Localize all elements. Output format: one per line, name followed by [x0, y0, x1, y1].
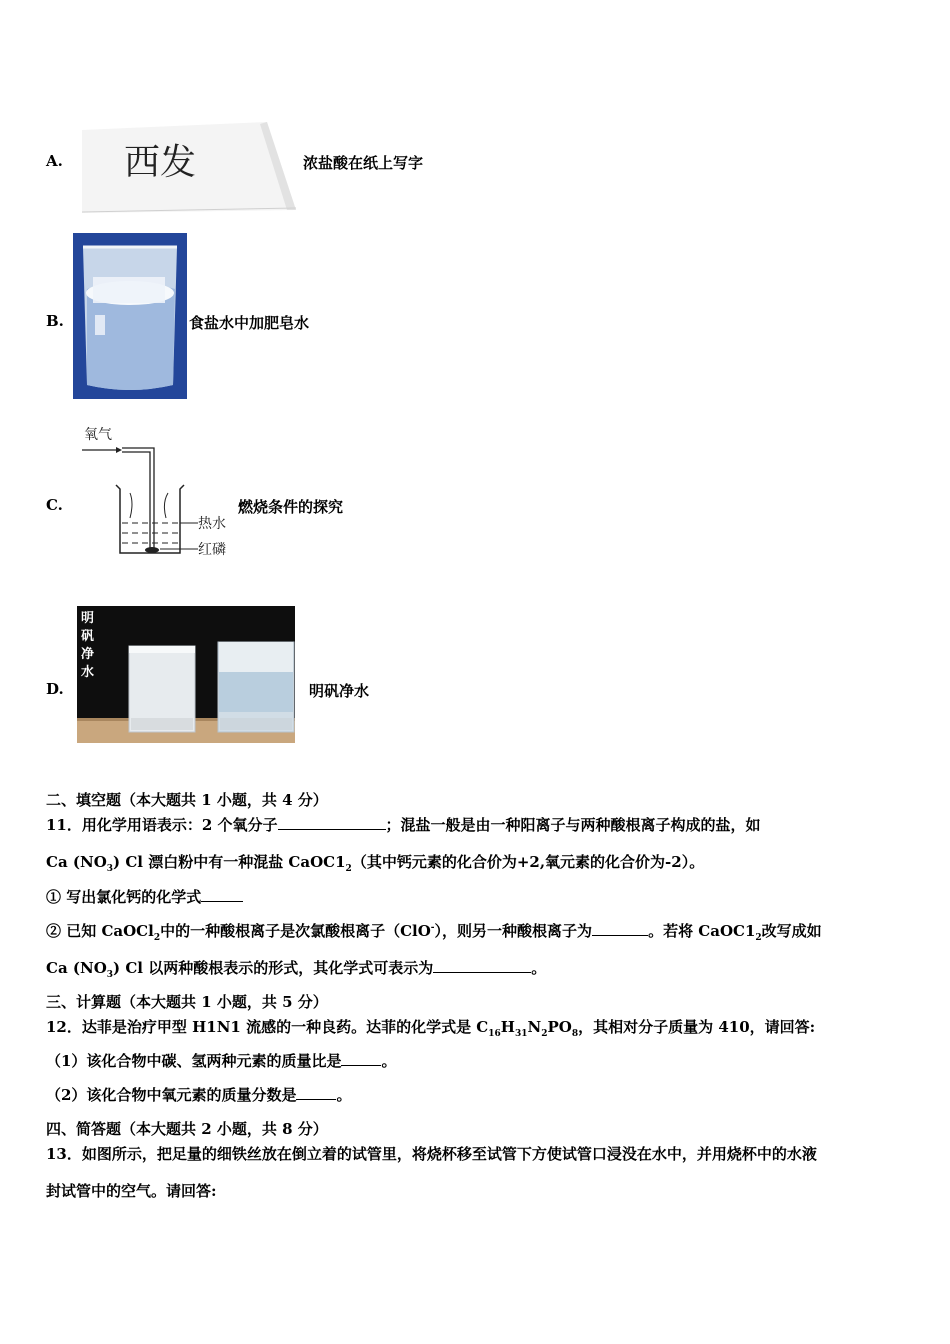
oxygen-label: 氧气: [84, 427, 112, 443]
option-a-letter: A.: [46, 152, 63, 170]
q12-blank-2[interactable]: [296, 1085, 336, 1100]
option-d-text: 明矾净水: [309, 682, 370, 700]
q12-stem: 12．达菲是治疗甲型 H1N1 流感的一种良药。达菲的化学式是 $C_{16}H_{31}N_2PO_8$，其相对分子质量为 410，请回答:: [46, 1018, 816, 1039]
section-2-heading: 二、填空题（本大题共 1 小题，共 4 分）: [46, 791, 328, 809]
option-c-letter: C.: [46, 496, 63, 514]
option-d-letter: D.: [46, 680, 64, 698]
svg-text:矾: 矾: [81, 629, 95, 644]
q11-line-4: ② 已知 CaOCl$_2$中的一种酸根离子是次氯酸根离子（ClO-），则另一种酸根离子为 。若将 $CaOC1_2$改写成如: [46, 922, 822, 943]
q13-line-1: 13．如图所示，把足量的细铁丝放在倒立着的试管里，将烧杯移至试管下方使试管口浸没在水中，并用烧杯中的水液: [46, 1145, 817, 1163]
svg-text:明: 明: [81, 611, 95, 626]
q12-part-1: （1）该化合物中碳、氢两种元素的质量比是 。: [46, 1052, 397, 1070]
q11-line-2: Ca $(NO_3)$ Cl 漂白粉中有一种混盐 $CaOC1_2$（其中钙元素的化合价为+2,氧元素的化合价为-2）。: [46, 853, 705, 874]
svg-text:净: 净: [81, 647, 95, 662]
q13-line-2: 封试管中的空气。请回答:: [46, 1182, 217, 1200]
svg-text:水: 水: [81, 665, 95, 680]
q12-part-2: （2）该化合物中氧元素的质量分数是 。: [46, 1086, 352, 1104]
combustion-diagram: [80, 423, 240, 563]
q11-line-3: ① 写出氯化钙的化学式: [46, 886, 243, 907]
hot-water-label: 热水: [198, 516, 226, 532]
q12-blank-1[interactable]: [341, 1051, 381, 1066]
option-b-letter: B.: [46, 312, 64, 330]
section-3-heading: 三、计算题（本大题共 1 小题，共 5 分）: [46, 993, 328, 1011]
q11-blank-2[interactable]: [201, 887, 243, 902]
q11-blank-3[interactable]: [592, 921, 648, 936]
option-c-text: 燃烧条件的探究: [238, 498, 344, 516]
paper-writing-image: [82, 120, 297, 215]
q11-line-5: Ca $(NO_3)$ Cl 以两种酸根表示的形式，其化学式可表示为 。: [46, 959, 547, 980]
q11-line-1: 11．用化学用语表示：2 个氧分子 ；混盐一般是由一种阳离子与两种酸根离子构成的盐，如: [46, 816, 761, 834]
option-b-text: 食盐水中加肥皂水: [189, 314, 310, 332]
beaker-photo: [73, 233, 187, 399]
alum-photo: [77, 606, 295, 743]
section-4-heading: 四、简答题（本大题共 2 小题，共 8 分）: [46, 1120, 328, 1138]
red-phosphorus-label: 红磷: [198, 542, 226, 558]
paper-writing-text: 西发: [124, 142, 197, 183]
q11-blank-4[interactable]: [433, 958, 531, 973]
q11-blank-1[interactable]: [278, 815, 386, 830]
option-a-text: 浓盐酸在纸上写字: [303, 154, 424, 172]
